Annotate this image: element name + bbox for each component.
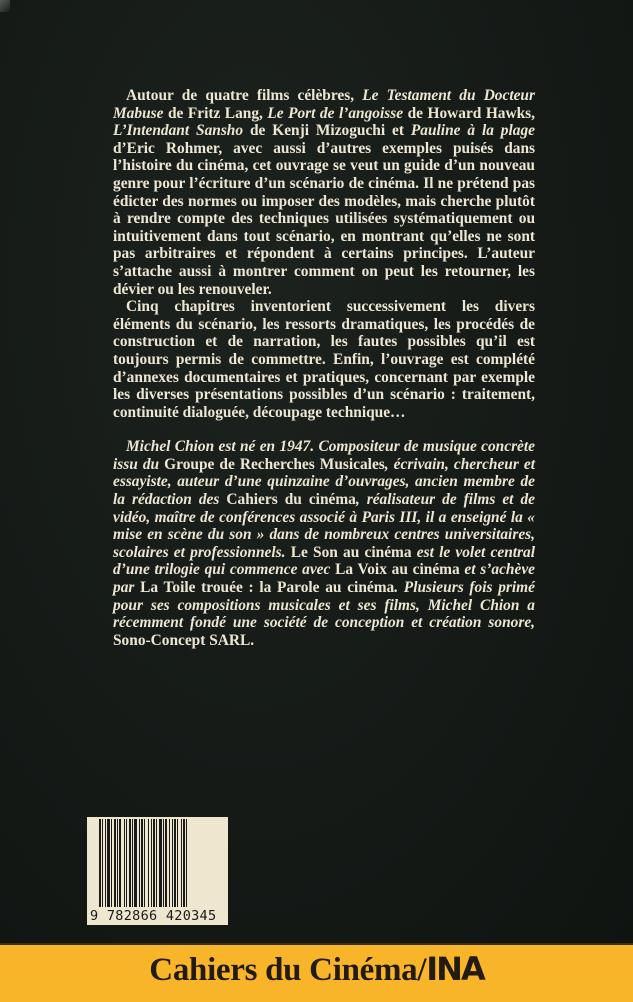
text-segment: , écrivain, chercheur et essayiste, auteur d’une quinzaine d’ouvrages, ancien membre de la rédaction des [113, 455, 535, 509]
text-segment: d’Eric Rohmer, avec aussi d’autres exemples puisés dans l’histoire du cinéma, cet ouvrage se veut un guide d’un nouveau genre pour l’écriture d’un scénario de cinéma. Il ne prétend pas édicter des normes ou imposer des modèles, mais cherche plutôt à rendre compte des techniques utilisées systématiquement ou intuitivement dans tout scénario, en montrant qu’elles ne sont pas arbitraires et répondent à certains principes. L’auteur s’attache aussi à montrer comment on peut les retourner, les dévier ou les renouveler. [113, 139, 535, 298]
paragraph-summary [113, 87, 535, 298]
text-segment: Autour de quatre films célèbres, [126, 87, 363, 104]
text-segment: Le Testament du Docteur Mabuse [113, 87, 535, 122]
ina-logo: INA [426, 950, 484, 988]
text-segment: Pauline à la plage [410, 122, 535, 140]
text-segment: de Howard Hawks, [403, 104, 536, 122]
text-segment: de Fritz Lang, [163, 104, 268, 122]
text-segment: Sono-Concept SARL. [113, 631, 255, 649]
text-segment: et s’achève par [113, 561, 535, 597]
blurb [113, 87, 535, 649]
isbn-barcode [87, 817, 228, 925]
text-segment: . Plusieurs fois primé pour ses compositions musicales et ses films, Michel Chion a récemment fondé une société de conception et création sonore, [113, 579, 535, 632]
paragraph-chapters: Cinq chapitres inventorient successivement les divers éléments du scénario, les ressorts dramatiques, les procédés de construction et de narration, les fautes possibles qu’il est toujours permis de commettre. Enfin, l’ouvrage est complété d’annexes documentaires et pratiques, concernant par exemple les diverses présentations possibles d’un scénario : traitement, continuité dialoguée, découpage technique… [113, 298, 535, 421]
publisher-line [0, 950, 633, 989]
text-segment: Le Port de l’angoisse [267, 104, 404, 122]
worn-corner [0, 0, 10, 12]
text-segment: est le volet central d’une trilogie qui commence avec [113, 543, 535, 579]
text-segment: de Kenji Mizoguchi et [243, 122, 411, 140]
text-segment: La Voix au cinéma [335, 561, 460, 579]
text-segment: Michel Chion est né en 1947. Compositeur de musique concrète issu du [113, 438, 535, 473]
text-segment: Le Son au cinéma [290, 543, 412, 561]
isbn-number: 9 782866 420345 [90, 908, 217, 924]
text-segment: Groupe de Recherches Musicales [164, 455, 385, 473]
text-segment: L’Intendant Sansho [113, 122, 244, 140]
text-segment: Cahiers du cinéma [226, 491, 356, 509]
paragraph-author-bio [113, 438, 535, 649]
publisher-name: Cahiers du Cinéma/ [149, 952, 427, 988]
text-segment: La Toile trouée : la Parole au cinéma [140, 579, 395, 597]
barcode-bars [99, 819, 222, 907]
text-segment: , réalisateur de films et de vidéo, maître de conférences associé à Paris III, il a enseigné la « mise en scène du son » dans de nombreux centres universitaires, scolaires et professionnels. [113, 491, 535, 561]
